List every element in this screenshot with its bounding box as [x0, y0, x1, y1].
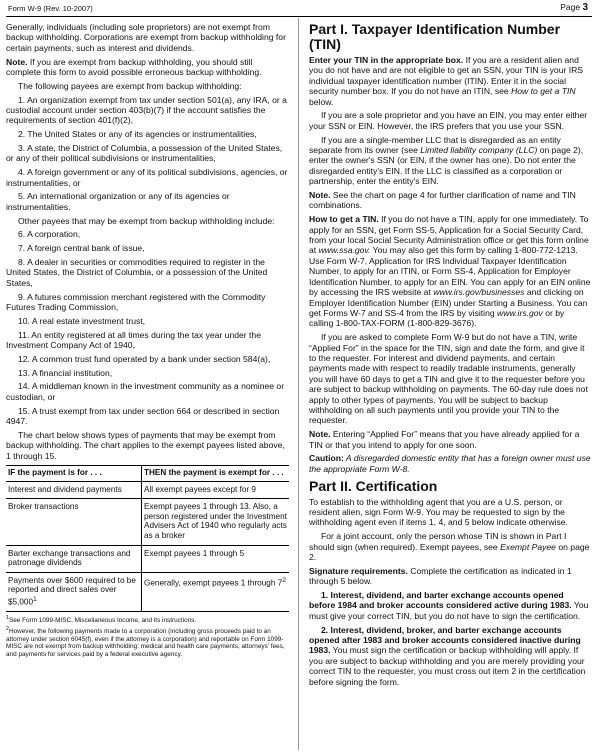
list-item: 1. An organization exempt from tax under section 501(a), any IRA, or a custodial account under section 403(b)(7) if the account satisfies the requirements of section 401(f)(2), — [6, 94, 287, 126]
table-cell: Exempt payees 1 through 5 — [142, 545, 290, 572]
paragraph — [309, 625, 591, 687]
paragraph-text: on page 2. — [309, 541, 590, 562]
paragraph-text: For a joint account, only the person whose TIN is shown in Part I should sign (when required). Exempt payees, see — [309, 531, 567, 552]
page-label: Page — [560, 2, 581, 12]
footnote-text: However, the following payments made to a corporation (including gross proceeds paid to an attorney under section 6045(f), even if the attorney is a corporation) and reportable on Form 1099-MISC are not exempt from backup withholding: medical and health care payments, attorneys' fees, and payments for services paid by a federal executive agency. — [6, 628, 285, 658]
paragraph — [309, 566, 591, 587]
note-label: Note. — [6, 56, 28, 67]
website-link[interactable]: www.ssa.gov. — [318, 245, 371, 256]
list-item: 7. A foreign central bank of issue, — [18, 243, 145, 254]
list-item: 5. An international organization or any of its agencies or instrumentalities. — [6, 191, 230, 212]
paragraph-text: on page 2), enter the owner's SSN (or EIN, if the owner has one). Do not enter the disregarded entity's EIN. If the LLC is classified as a corporation or partnership, enter the entity's EIN. — [309, 145, 584, 187]
note-text: If you are exempt from backup withholding, you should still complete this form to avoid possible erroneous backup withholding. — [6, 56, 262, 78]
footnote-marker: 2 — [282, 576, 287, 584]
paragraph: The following payees are exempt from backup withholding: — [18, 80, 242, 91]
paragraph — [309, 531, 591, 562]
right-column — [309, 22, 591, 690]
run-in-heading: How to get a TIN. — [309, 214, 379, 225]
note-label: Note. — [309, 429, 331, 440]
list-item: 14. A middleman known in the investment community as a nominee or custodian, or — [6, 381, 285, 402]
section-title: Part II. Certification — [309, 477, 438, 494]
paragraph-text: below. — [309, 96, 334, 107]
list-item: 9. A futures commission merchant registered with the Commodity Futures Trading Commission, — [6, 291, 266, 313]
paragraph: Other payees that may be exempt from backup withholding include: — [18, 215, 275, 226]
paragraph-text: You must sign the certification or backup withholding will apply. If you are subject to backup withholding and you are merely providing your correct TIN to the requester, you must cross out item 2 in the certification before signing the form. — [309, 645, 586, 687]
table-header: IF the payment is for . . . — [6, 466, 142, 482]
paragraph-text: If you are a single-member LLC that is disregarded as an entity separate from its owner (see — [309, 134, 561, 156]
paragraph-text: and clicking on Employer Identification Number (EIN) under Starting a Business. You can get Forms W-7 and SS-4 from the IRS by visiting — [309, 287, 588, 318]
website-link[interactable]: www.irs.gov/businesses — [433, 287, 525, 298]
paragraph — [309, 453, 591, 474]
table-cell — [6, 572, 142, 612]
paragraph: Generally, individuals (including sole proprietors) are not exempt from backup withholding. Corporations are exempt from backup withholding for certain payments, such as interest and dividends. — [6, 22, 286, 53]
table-cell: Exempt payees 1 through 13. Also, a person registered under the Investment Advisers Act of 1940 who regularly acts as a broker — [142, 499, 290, 545]
paragraph — [309, 429, 591, 450]
paragraph: To establish to the withholding agent that you are a U.S. person, or resident alien, sign Form W-9. You may be requested to sign by the withholding agent even if items 1, 4, and 5 below indicate otherwise. — [309, 496, 568, 528]
paragraph-text: Complete the certification as indicated in 1 through 5 below. — [309, 565, 572, 587]
caution-text: A disregarded domestic entity that has a foreign owner must use the appropriate Form W-8. — [309, 453, 591, 474]
paragraph — [309, 55, 591, 107]
page-number — [560, 2, 588, 13]
paragraph — [309, 590, 591, 621]
footnote-marker: 2 — [6, 626, 9, 633]
cross-reference: How to get a TIN — [511, 86, 576, 97]
paragraph — [309, 190, 591, 211]
table-cell-text: Generally, exempt payees 1 through 7 — [144, 578, 283, 588]
footnote-text: See Form 1099-MISC, Miscellaneous Income, and its instructions. — [8, 617, 197, 625]
paragraph — [309, 135, 591, 187]
table-cell-text: Payments over $600 required to be reported and direct sales over $5,000 — [8, 575, 136, 607]
paragraph — [309, 214, 591, 328]
note-text: Entering “Applied For” means that you have already applied for a TIN or that you intend to apply for one soon. — [309, 429, 580, 450]
footnote-marker: 1 — [33, 595, 37, 603]
table-cell — [142, 572, 290, 612]
table-row — [6, 481, 289, 499]
paragraph: The chart below shows types of payments that may be exempt from backup withholding. The chart applies to the exempt payees listed above, 1 through 15. — [6, 429, 285, 461]
table-cell: All exempt payees except for 9 — [142, 481, 290, 499]
column-divider — [298, 18, 299, 750]
paragraph-text: If you do not have a TIN, apply for one immediately. To apply for an SSN, get Form SS-5, Application for a Social Security Card, from your local Social Security Administration office or get this form online at — [309, 214, 589, 256]
footnote — [6, 626, 289, 659]
footnote — [6, 615, 289, 625]
table-header-row — [6, 466, 289, 482]
paragraph-text: You may also get this form by calling 1-800-772-1213. Use Form W-7, Application for IRS Individual Taxpayer Identification Number, to apply for an ITIN, or Form SS-4, Application for Employer Identification Number, to apply for an EIN. You can apply for an EIN online by accessing the IRS website at — [309, 245, 591, 298]
exempt-payments-table — [6, 465, 289, 612]
paragraph-text: or by calling 1-800-TAX-FORM (1-800-829-3676). — [309, 307, 565, 329]
section-title: Part I. Taxpayer Identification Number (TIN) — [309, 21, 561, 52]
footnote-marker: 1 — [6, 615, 9, 622]
table-cell: Broker transactions — [6, 499, 142, 545]
list-item: 3. A state, the District of Columbia, a possession of the United States, or any of their political subdivisions or instrumentalities, — [6, 143, 283, 164]
run-in-heading: 2. Interest, dividend, broker, and barter exchange accounts opened after 1983 and broker accounts considered inactive during 1983. — [309, 624, 581, 656]
paragraph-text: If you are a resident alien and you do not have and are not eligible to get an SSN, your TIN is your IRS individual taxpayer identification number (ITIN). Enter it in the social security number box. If you do not have an ITIN, see — [309, 55, 584, 97]
list-item: 11. An entity registered at all times during the tax year under the Investment Company Act of 1940, — [6, 329, 261, 351]
list-item: 13. A financial institution, — [18, 367, 113, 378]
run-in-heading: Enter your TIN in the appropriate box. — [309, 55, 464, 65]
list-item: 10. A real estate investment trust, — [18, 315, 146, 326]
run-in-heading: Signature requirements. — [309, 565, 408, 576]
list-item: 2. The United States or any of its agencies or instrumentalities, — [18, 129, 257, 140]
page-number-value: 3 — [582, 2, 588, 13]
list-item: 12. A common trust fund operated by a bank under section 584(a), — [18, 353, 271, 364]
paragraph — [6, 57, 289, 78]
page-header — [6, 2, 592, 17]
table-cell: Barter exchange transactions and patronage dividends — [6, 545, 142, 572]
table-header: THEN the payment is exempt for . . . — [142, 466, 290, 482]
list-item: 4. A foreign government or any of its political subdivisions, agencies, or instrumentalities, or — [6, 167, 288, 188]
form-id: Form W-9 (Rev. 10-2007) — [8, 4, 93, 13]
left-column — [6, 22, 289, 660]
note-text: See the chart on page 4 for further clarification of name and TIN combinations. — [309, 190, 576, 211]
list-item: 15. A trust exempt from tax under section 664 or described in section 4947. — [6, 405, 280, 427]
cross-reference: Exempt Payee — [500, 541, 556, 552]
paragraph: If you are a sole proprietor and you have an EIN, you may enter either your SSN or EIN. However, the IRS prefers that you use your SSN. — [309, 110, 588, 131]
list-item: 8. A dealer in securities or commodities required to register in the United States, the District of Columbia, or a possession of the United States, — [6, 257, 268, 288]
cross-reference: Limited liability company (LLC) — [420, 145, 538, 156]
website-link[interactable]: www.irs.gov — [497, 307, 543, 318]
note-label: Note. — [309, 190, 331, 201]
table-row — [6, 499, 289, 545]
caution-label: Caution: — [309, 453, 344, 464]
table-row — [6, 545, 289, 572]
table-row — [6, 572, 289, 612]
list-item: 6. A corporation, — [18, 229, 81, 240]
paragraph: If you are asked to complete Form W-9 but do not have a TIN, write “Applied For” in the space for the TIN, sign and date the form, and give it to the requester. For interest and dividend payments, and certain payments made with respect to readily tradable instruments, generally you will have 60 days to get a TIN and give it to the requester before you are subject to backup withholding on payments. The 60-day rule does not apply to other types of payments. You will be subject to backup withholding on all such payments until you provide your TIN to the requester. — [309, 332, 588, 426]
paragraph-text: You must give your correct TIN, but you do not have to sign the certification. — [309, 600, 589, 621]
run-in-heading: 1. Interest, dividend, and barter exchange accounts opened before 1984 and broker accounts considered active during 1983. — [309, 589, 572, 611]
table-cell: Interest and dividend payments — [6, 481, 142, 499]
